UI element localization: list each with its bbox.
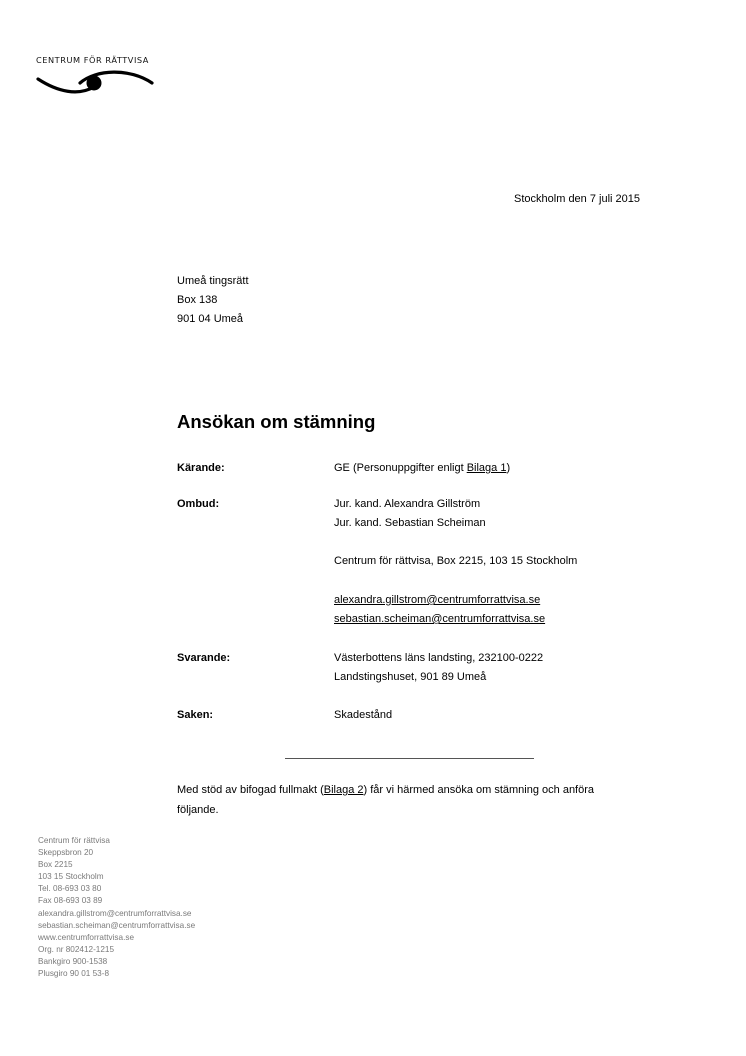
logo-text: CENTRUM FÖR RÄTTVISA (36, 55, 149, 65)
eye-icon (36, 70, 156, 96)
saken-value: Skadestånd (334, 709, 393, 721)
footer-line: 103 15 Stockholm (38, 872, 104, 882)
email-link-1[interactable]: alexandra.gillstrom@centrumforrattvisa.se (334, 594, 541, 606)
svarande-line-1: Västerbottens läns landsting, 232100-0222 (334, 652, 544, 664)
body-prefix: Med stöd av bifogad fullmakt ( (177, 784, 324, 796)
svarande-label: Svarande: (177, 652, 231, 664)
email-link-2[interactable]: sebastian.scheiman@centrumforrattvisa.se (334, 613, 546, 625)
divider (285, 758, 534, 759)
ombud-org: Centrum för rättvisa, Box 2215, 103 15 Stockholm (334, 555, 578, 567)
recipient-address (177, 272, 249, 329)
footer-contact (38, 835, 195, 980)
footer-line: Plusgiro 90 01 53-8 (38, 969, 110, 979)
logo (36, 55, 166, 96)
saken-label: Saken: (177, 709, 214, 721)
footer-line: Box 2215 (38, 860, 73, 870)
footer-line: Centrum för rättvisa (38, 836, 110, 845)
recipient-line: Box 138 (177, 294, 218, 306)
page-title: Ansökan om stämning (177, 411, 376, 432)
footer-line: Tel. 08-693 03 80 (38, 884, 102, 894)
letter-date: Stockholm den 7 juli 2015 (514, 193, 640, 205)
karande-suffix: ) (506, 462, 511, 474)
footer-line: Bankgiro 900-1538 (38, 956, 108, 966)
karande-value (334, 459, 510, 478)
recipient-line: 901 04 Umeå (177, 313, 244, 325)
ombud-label: Ombud: (177, 498, 220, 510)
ombud-name-1: Jur. kand. Alexandra Gillström (334, 498, 481, 510)
body-suffix: ) får vi härmed ansöka om stämning och anföra följande. (177, 784, 595, 816)
footer-line: Skeppsbron 20 (38, 848, 94, 858)
bilaga-2-link[interactable]: Bilaga 2 (323, 784, 364, 796)
footer-line: alexandra.gillstrom@centrumforrattvisa.se (38, 908, 192, 918)
svarande-line-2: Landstingshuset, 901 89 Umeå (334, 671, 487, 683)
bilaga-1-link[interactable]: Bilaga 1 (466, 462, 507, 474)
body-paragraph (177, 780, 637, 820)
footer-line: sebastian.scheiman@centrumforrattvisa.se (38, 920, 196, 930)
karande-text: GE (Personuppgifter enligt (334, 462, 467, 474)
ombud-name-2: Jur. kand. Sebastian Scheiman (334, 517, 486, 529)
recipient-line: Umeå tingsrätt (177, 275, 249, 287)
footer-line: www.centrumforrattvisa.se (38, 932, 135, 942)
karande-label: Kärande: (177, 462, 225, 474)
footer-line: Org. nr 802412-1215 (38, 944, 115, 954)
footer-line: Fax 08-693 03 89 (38, 896, 103, 906)
